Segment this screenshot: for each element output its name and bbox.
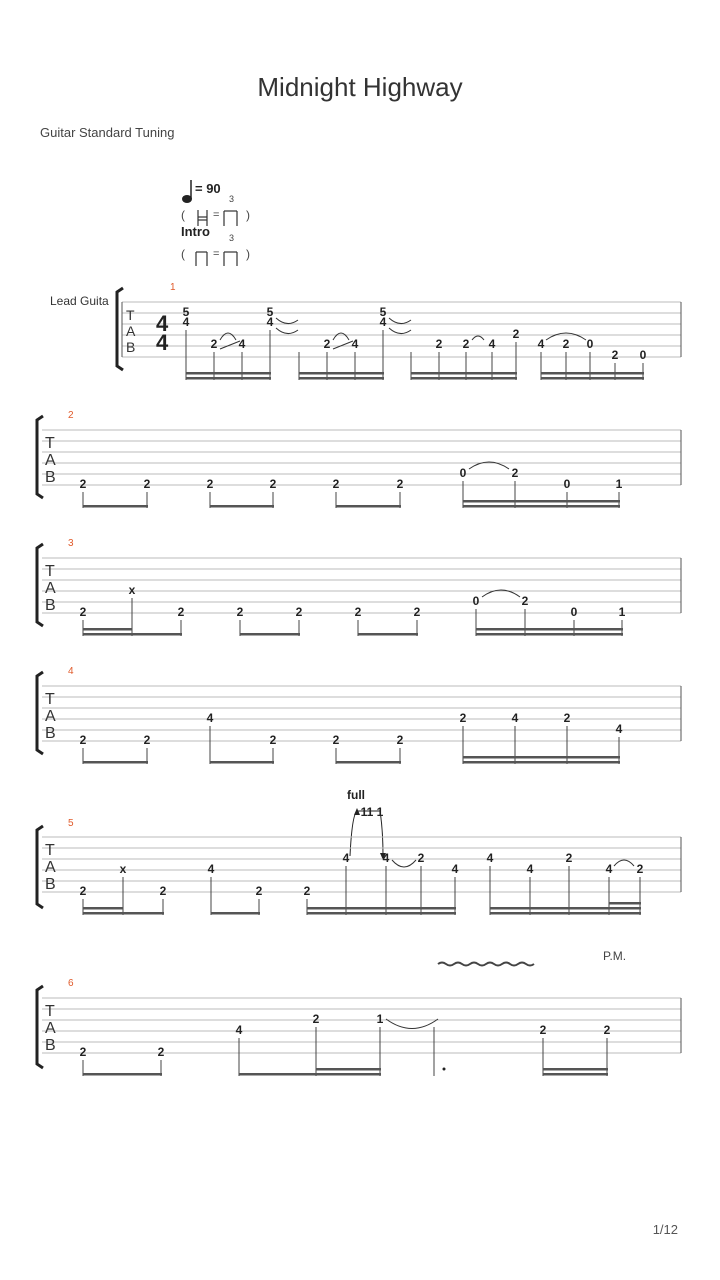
fret-number: 2 bbox=[562, 337, 570, 351]
tab-clef-letter: A bbox=[45, 859, 56, 876]
tab-clef-letter: A bbox=[45, 1020, 56, 1037]
fret-number: 2 bbox=[79, 884, 87, 898]
measure-number: 3 bbox=[68, 538, 74, 549]
tab-clef-letter: A bbox=[45, 452, 56, 469]
dead-note: x bbox=[128, 583, 136, 597]
measure-number: 2 bbox=[68, 410, 74, 421]
fret-number: 4 bbox=[382, 851, 390, 865]
beams bbox=[83, 500, 620, 508]
paren-open: ( bbox=[181, 247, 185, 261]
fret-number: 2 bbox=[565, 851, 573, 865]
fret-number: 1 bbox=[618, 605, 626, 619]
fret-number: 4 bbox=[235, 1023, 243, 1037]
fret-number: 2 bbox=[159, 884, 167, 898]
tab-clef-letter: B bbox=[126, 339, 136, 355]
fret-number: 2 bbox=[435, 337, 443, 351]
fret-number: 2 bbox=[236, 605, 244, 619]
fret-number: 4 bbox=[511, 711, 519, 725]
fret-number: 2 bbox=[354, 605, 362, 619]
fret-number: 2 bbox=[177, 605, 185, 619]
measure-number: 1 bbox=[170, 282, 176, 293]
system-bracket bbox=[37, 416, 43, 498]
system-bracket bbox=[37, 826, 43, 908]
system-bracket bbox=[37, 544, 43, 626]
tab-clef-letter: T bbox=[45, 435, 55, 452]
fret-number: 2 bbox=[539, 1023, 547, 1037]
fret-number: 2 bbox=[206, 477, 214, 491]
fret-number: 2 bbox=[332, 477, 340, 491]
system-5 bbox=[37, 788, 681, 915]
tab-clef-letter: B bbox=[45, 597, 56, 614]
tab-clef-letter: T bbox=[45, 691, 55, 708]
system-6 bbox=[37, 949, 681, 1076]
tie-arcs bbox=[220, 318, 586, 349]
tab-clef-letter: B bbox=[45, 876, 56, 893]
paren-close: ) bbox=[246, 247, 250, 261]
bend-target: 11 bbox=[360, 805, 374, 819]
dead-note: x bbox=[119, 862, 127, 876]
fret-number: 4 bbox=[488, 337, 496, 351]
fret-number: 2 bbox=[417, 851, 425, 865]
bend-release: 1 bbox=[376, 805, 384, 819]
fret-number: 2 bbox=[563, 711, 571, 725]
fret-number: 2 bbox=[512, 327, 520, 341]
fret-number: 2 bbox=[295, 605, 303, 619]
paren-close: ) bbox=[246, 208, 250, 222]
tab-clef-letter: A bbox=[126, 323, 136, 339]
system-3 bbox=[37, 538, 681, 636]
fret-number: 0 bbox=[586, 337, 594, 351]
system-2 bbox=[37, 410, 681, 508]
fret-number: 4 bbox=[238, 337, 246, 351]
fret-number: 2 bbox=[462, 337, 470, 351]
fret-number: 2 bbox=[269, 477, 277, 491]
fret-number: 4 bbox=[615, 722, 623, 736]
measure-number: 4 bbox=[68, 666, 74, 677]
bend-label: full bbox=[347, 788, 365, 802]
tempo-value: = 90 bbox=[195, 181, 221, 196]
fret-number: 2 bbox=[413, 605, 421, 619]
fret-number: 4 bbox=[605, 862, 613, 876]
fret-number: 2 bbox=[521, 594, 529, 608]
fret-number: 2 bbox=[611, 348, 619, 362]
fret-number: 2 bbox=[459, 711, 467, 725]
beams bbox=[186, 372, 644, 380]
tuning-label: Guitar Standard Tuning bbox=[40, 125, 175, 140]
tuplet-number: 3 bbox=[229, 233, 235, 243]
tab-clef-letter: B bbox=[45, 725, 56, 742]
fret-number: 2 bbox=[396, 477, 404, 491]
fret-number: 2 bbox=[143, 733, 151, 747]
tab-clef-letter: T bbox=[45, 563, 55, 580]
tab-clef-letter: B bbox=[45, 1037, 56, 1054]
track-name: Lead Guita bbox=[50, 294, 109, 308]
fret-number: 4 bbox=[207, 862, 215, 876]
fret-number: 2 bbox=[157, 1045, 165, 1059]
paren-open: ( bbox=[181, 208, 185, 222]
fret-number: 2 bbox=[323, 337, 331, 351]
fret-number: 2 bbox=[79, 1045, 87, 1059]
time-signature-top: 4 bbox=[156, 311, 169, 336]
fret-number: 2 bbox=[636, 862, 644, 876]
fret-number: 2 bbox=[210, 337, 218, 351]
fret-number: 2 bbox=[312, 1012, 320, 1026]
fret-number: 2 bbox=[79, 477, 87, 491]
fret-number: 5 bbox=[379, 305, 387, 319]
fret-number: 2 bbox=[79, 605, 87, 619]
beams bbox=[83, 628, 623, 636]
tab-clef-letter: T bbox=[45, 842, 55, 859]
tuplet-number: 3 bbox=[229, 194, 235, 204]
fret-number: 5 bbox=[182, 305, 190, 319]
fret-number: 0 bbox=[563, 477, 571, 491]
tie-arcs bbox=[392, 860, 634, 867]
tab-clef-letter: T bbox=[45, 1003, 55, 1020]
beams bbox=[83, 902, 641, 915]
fret-number: 2 bbox=[255, 884, 263, 898]
eq-sign: = bbox=[213, 209, 220, 221]
fret-number: 0 bbox=[570, 605, 578, 619]
fret-number: 2 bbox=[143, 477, 151, 491]
eq-sign: = bbox=[213, 248, 220, 260]
tab-clef-letter: A bbox=[45, 708, 56, 725]
measure-number: 5 bbox=[68, 818, 74, 829]
fret-number: 0 bbox=[459, 466, 467, 480]
tab-clef-letter: T bbox=[126, 307, 135, 323]
measure-number: 6 bbox=[68, 978, 74, 989]
fret-number: 2 bbox=[269, 733, 277, 747]
song-title: Midnight Highway bbox=[257, 72, 463, 102]
fret-number: 4 bbox=[206, 711, 214, 725]
beams bbox=[83, 1068, 608, 1076]
fret-number: 0 bbox=[639, 348, 647, 362]
page-number: 1/12 bbox=[652, 1222, 678, 1237]
vibrato-icon bbox=[438, 963, 534, 966]
dot-icon bbox=[443, 1068, 446, 1071]
fret-number: 4 bbox=[537, 337, 545, 351]
system-bracket bbox=[37, 672, 43, 754]
palm-mute-label: P.M. bbox=[603, 949, 627, 963]
fret-number: 2 bbox=[511, 466, 519, 480]
fret-number: 2 bbox=[396, 733, 404, 747]
tab-clef-letter: A bbox=[45, 580, 56, 597]
system-4 bbox=[37, 666, 681, 764]
fret-number: 4 bbox=[182, 315, 190, 329]
fret-number: 2 bbox=[303, 884, 311, 898]
fret-number: 4 bbox=[266, 315, 274, 329]
fret-number: 4 bbox=[379, 315, 387, 329]
time-signature-bottom: 4 bbox=[156, 330, 169, 355]
fret-number: 0 bbox=[472, 594, 480, 608]
fret-number: 2 bbox=[603, 1023, 611, 1037]
system-1 bbox=[117, 282, 681, 380]
fret-number: 4 bbox=[342, 851, 350, 865]
tempo-marking bbox=[181, 180, 250, 266]
section-label: Intro bbox=[181, 224, 210, 239]
fret-number: 4 bbox=[451, 862, 459, 876]
fret-number: 1 bbox=[615, 477, 623, 491]
fret-number: 5 bbox=[266, 305, 274, 319]
fret-number: 1 bbox=[376, 1012, 384, 1026]
fret-number: 2 bbox=[79, 733, 87, 747]
fret-number: 4 bbox=[351, 337, 359, 351]
tab-clef-letter: B bbox=[45, 469, 56, 486]
fret-number: 4 bbox=[486, 851, 494, 865]
fret-number: 2 bbox=[332, 733, 340, 747]
beams bbox=[83, 756, 620, 764]
fret-number: 4 bbox=[526, 862, 534, 876]
